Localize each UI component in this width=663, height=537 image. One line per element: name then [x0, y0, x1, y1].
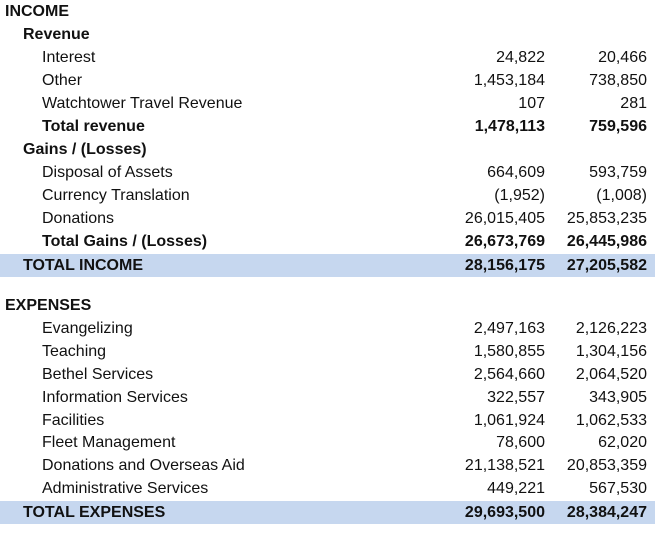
table-row [0, 317, 655, 340]
row-value-prior: 759,596 [589, 118, 647, 135]
table-row [0, 363, 655, 386]
row-value-current: 2,564,660 [473, 366, 545, 383]
row-value-current: 24,822 [496, 49, 545, 66]
table-row [0, 207, 655, 230]
row-label: Evangelizing [42, 320, 133, 337]
row-value-prior: 567,530 [589, 480, 647, 497]
row-value-prior: 343,905 [589, 389, 647, 406]
row-label: Donations and Overseas Aid [42, 457, 245, 474]
row-value-current: 2,497,163 [473, 320, 545, 337]
table-row [0, 69, 655, 92]
gains-heading-row [0, 138, 655, 161]
row-value-current: 26,673,769 [464, 233, 545, 250]
table-row [0, 161, 655, 184]
row-label: Fleet Management [42, 434, 176, 451]
row-label: Watchtower Travel Revenue [42, 95, 243, 112]
row-label: Interest [42, 49, 96, 66]
gains-heading: Gains / (Losses) [23, 141, 147, 158]
row-value-current: 1,453,184 [473, 72, 545, 89]
row-value-prior: 28,384,247 [566, 504, 647, 521]
table-row [0, 184, 655, 207]
row-label: Information Services [42, 389, 188, 406]
row-value-prior: 20,853,359 [566, 457, 647, 474]
row-value-prior: 593,759 [589, 164, 647, 181]
income-heading-row [0, 0, 655, 23]
row-label: Currency Translation [42, 187, 190, 204]
row-value-prior: 2,126,223 [575, 320, 647, 337]
row-value-current: 107 [518, 95, 545, 112]
table-row [0, 92, 655, 115]
revenue-heading-row [0, 23, 655, 46]
total-income-row [0, 254, 655, 277]
row-label: Other [42, 72, 83, 89]
row-value-current: (1,952) [494, 187, 545, 204]
row-value-prior: 2,064,520 [575, 366, 647, 383]
row-label: Teaching [42, 343, 107, 360]
total-gains-row [0, 230, 655, 253]
row-value-current: 1,580,855 [473, 343, 545, 360]
row-label: TOTAL INCOME [23, 257, 143, 274]
row-label: Donations [42, 210, 115, 227]
row-value-prior: 281 [620, 95, 647, 112]
table-row [0, 386, 655, 409]
expenses-heading: EXPENSES [5, 297, 92, 314]
row-label: TOTAL EXPENSES [23, 504, 166, 521]
row-value-current: 28,156,175 [464, 257, 545, 274]
row-value-prior: (1,008) [596, 187, 647, 204]
row-label: Bethel Services [42, 366, 154, 383]
row-label: Administrative Services [42, 480, 209, 497]
row-value-current: 78,600 [496, 434, 545, 451]
expenses-heading-row [0, 294, 655, 317]
row-value-current: 1,478,113 [474, 118, 545, 135]
row-value-prior: 27,205,582 [566, 257, 647, 274]
revenue-heading: Revenue [23, 26, 90, 43]
row-value-current: 26,015,405 [464, 210, 545, 227]
row-value-prior: 20,466 [598, 49, 647, 66]
row-value-current: 1,061,924 [473, 412, 545, 429]
table-row [0, 409, 655, 432]
table-row [0, 454, 655, 477]
row-value-prior: 62,020 [598, 434, 647, 451]
row-label: Total Gains / (Losses) [42, 233, 208, 250]
row-value-current: 449,221 [487, 480, 545, 497]
row-value-current: 322,557 [487, 389, 545, 406]
income-heading: INCOME [5, 3, 69, 20]
table-row [0, 431, 655, 454]
table-row [0, 340, 655, 363]
row-value-current: 664,609 [487, 164, 545, 181]
row-value-prior: 1,062,533 [575, 412, 647, 429]
row-value-current: 29,693,500 [464, 504, 545, 521]
row-label: Facilities [42, 412, 105, 429]
table-row [0, 46, 655, 69]
row-value-prior: 1,304,156 [575, 343, 647, 360]
row-value-prior: 25,853,235 [566, 210, 647, 227]
total-expenses-row [0, 501, 655, 524]
row-label: Disposal of Assets [42, 164, 173, 181]
row-value-prior: 738,850 [589, 72, 647, 89]
total-revenue-row [0, 115, 655, 138]
row-value-current: 21,138,521 [464, 457, 545, 474]
table-row [0, 477, 655, 500]
row-value-prior: 26,445,986 [566, 233, 647, 250]
row-label: Total revenue [42, 118, 145, 135]
